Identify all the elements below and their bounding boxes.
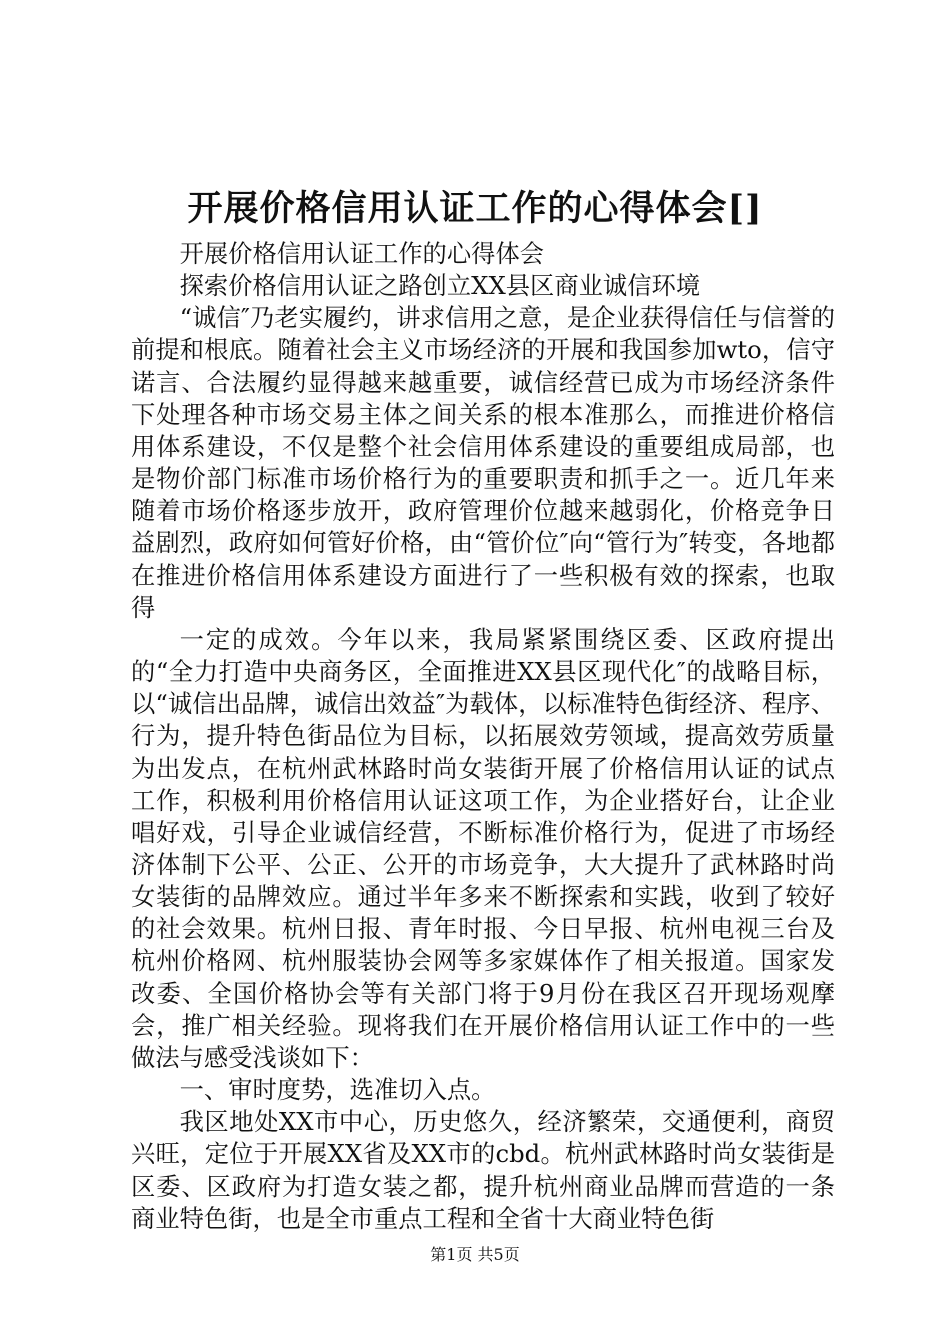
body-paragraph: 一定的成效。今年以来，我局紧紧围绕区委、区政府提出的“全力打造中央商务区，全面推进XX县区现代化″的战略目标，以“诚信出品牌，诚信出效益″为载体，以标准特色街经济、程序、行为，提升特色街品位为目标，以拓展效劳领域，提高效劳质量为出发点，在杭州武林路时尚女装街开展了价格信用认证的试点工作，积极利用价格信用认证这项工作，为企业搭好台，让企业唱好戏，引导企业诚信经营，不断标准价格行为，促进了市场经济体制下公平、公正、公开的市场竞争，大大提升了武林路时尚女装街的品牌效应。通过半年多来不断探索和实践，收到了较好的社会效果。杭州日报、青年时报、今日早报、杭州电视三台及杭州价格网、杭州服装协会网等多家媒体作了相关报道。国家发改委、全国价格协会等有关部门将于9月份在我区召开现场观摩会，推广相关经验。现将我们在开展价格信用认证工作中的一些做法与感受浅谈如下： [131,624,835,1072]
document-body [131,238,835,1235]
body-paragraph: 我区地处XX市中心，历史悠久，经济繁荣，交通便利，商贸兴旺，定位于开展XX省及XX市的cbd。杭州武林路时尚女装街是区委、区政府为打造女装之都，提升杭州商业品牌而营造的一条商业特色街，也是全市重点工程和全省十大商业特色街 [131,1107,835,1233]
document-title: 开展价格信用认证工作的心得体会[] [187,188,763,229]
subtitle-line: 开展价格信用认证工作的心得体会 [179,239,545,268]
subtitle-line: 探索价格信用认证之路创立XX县区商业诚信环境 [179,271,701,301]
section-heading: 一、审时度势，选准切入点。 [179,1075,496,1105]
page-number: 第1页 共5页 [430,1245,520,1264]
body-paragraph: “诚信″乃老实履约，讲求信用之意，是企业获得信任与信誉的前提和根底。随着社会主义市场经济的开展和我国参加wto，信守诺言、合法履约显得越来越重要，诚信经营已成为市场经济条件下处理各种市场交易主体之间关系的根本准那么，而推进价格信用体系建设，不仅是整个社会信用体系建设的重要组成局部，也是物价部门标准市场价格行为的重要职责和抓手之一。近几年来随着市场价格逐步放开，政府管理价位越来越弱化，价格竞争日益剧烈，政府如何管好价格，由“管价位″向“管行为″转变，各地都在推进价格信用体系建设方面进行了一些积极有效的探索，也取得 [131,303,835,622]
